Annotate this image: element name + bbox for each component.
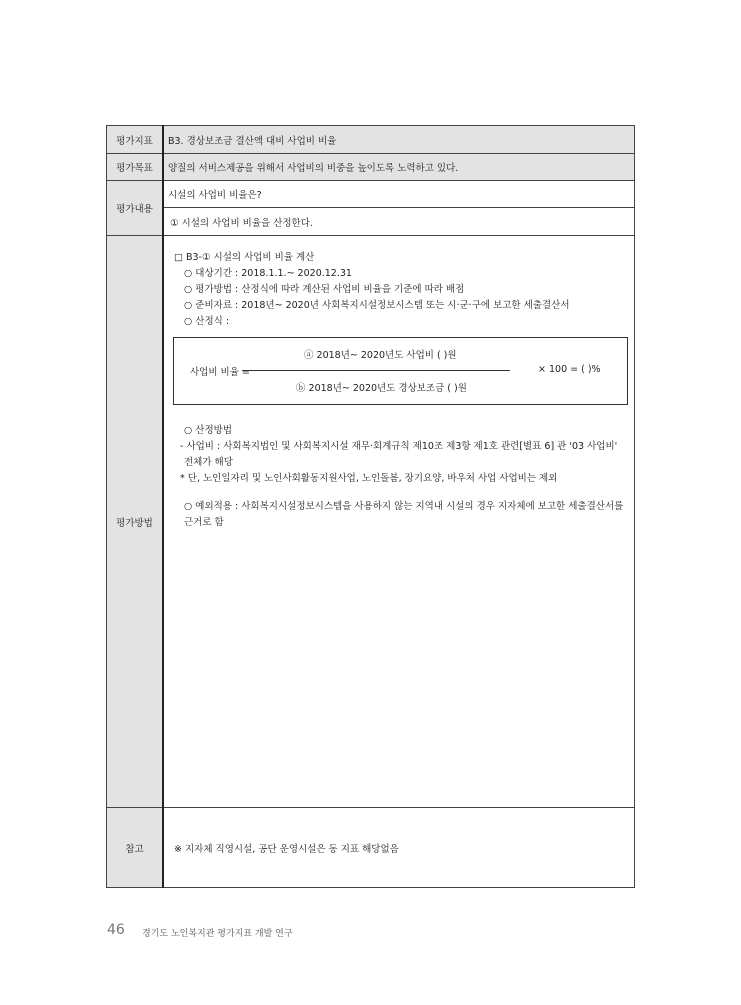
method-materials: ○ 준비자료 : 2018년~ 2020년 사회복지시설정보시스템 또는 시·군·구에 보고한 세출결산서	[184, 300, 570, 311]
formula-denominator: ⓑ 2018년~ 2020년도 경상보조금 ( )원	[296, 383, 467, 394]
goal-value: 양질의 서비스제공을 위해서 사업비의 비중을 높이도록 노력하고 있다.	[163, 154, 635, 181]
content-label: 평가내용	[107, 181, 164, 236]
formula-multiplier: × 100 = ( )%	[538, 364, 601, 375]
calc-item: - 사업비 : 사회복지법인 및 사회복지시설 재무·회계규칙 제10조 제3항 제1호 관련[별표 6] 관 '03 사업비' 전체가 해당	[180, 441, 618, 468]
method-approach: ○ 평가방법 : 산정식에 따라 계산된 사업비 비율을 기준에 따라 배점	[184, 284, 465, 295]
content-item: ① 시설의 사업비 비율을 산정한다.	[163, 208, 635, 236]
page-number: 46	[107, 922, 125, 938]
method-formula-title: ○ 산정식 :	[184, 316, 230, 327]
calc-note: * 단, 노인일자리 및 노인사회활동지원사업, 노인돌봄, 장기요양, 바우처 사업 사업비는 제외	[180, 473, 558, 484]
reference-label: 참고	[107, 808, 164, 888]
method-label: 평가방법	[107, 236, 164, 808]
formula-fraction-line	[242, 370, 510, 371]
indicator-label: 평가지표	[107, 126, 164, 154]
content-question: 시설의 사업비 비율은?	[163, 181, 635, 208]
indicator-value: B3. 경상보조금 결산액 대비 사업비 비율	[163, 126, 635, 154]
reference-value: ※ 지자체 직영시설, 공단 운영시설은 동 지표 해당없음	[163, 808, 635, 888]
evaluation-table	[106, 125, 635, 888]
formula-numerator: ⓐ 2018년~ 2020년도 사업비 ( )원	[304, 350, 457, 361]
method-cell	[163, 236, 635, 808]
formula-label: 사업비 비율 =	[190, 367, 250, 378]
calc-title: ○ 산정방법	[184, 425, 233, 436]
method-period: ○ 대상기간 : 2018.1.1.~ 2020.12.31	[184, 268, 352, 279]
formula-box	[173, 337, 628, 405]
method-heading: □ B3-① 시설의 사업비 비율 계산	[174, 252, 315, 263]
goal-label: 평가목표	[107, 154, 164, 181]
footer-title: 경기도 노인복지관 평가지표 개발 연구	[142, 929, 293, 939]
exception-note: ○ 예외적용 : 사회복지시설정보시스템을 사용하지 않는 지역내 시설의 경우 지자체에 보고한 세출결산서를 근거로 함	[184, 501, 624, 528]
